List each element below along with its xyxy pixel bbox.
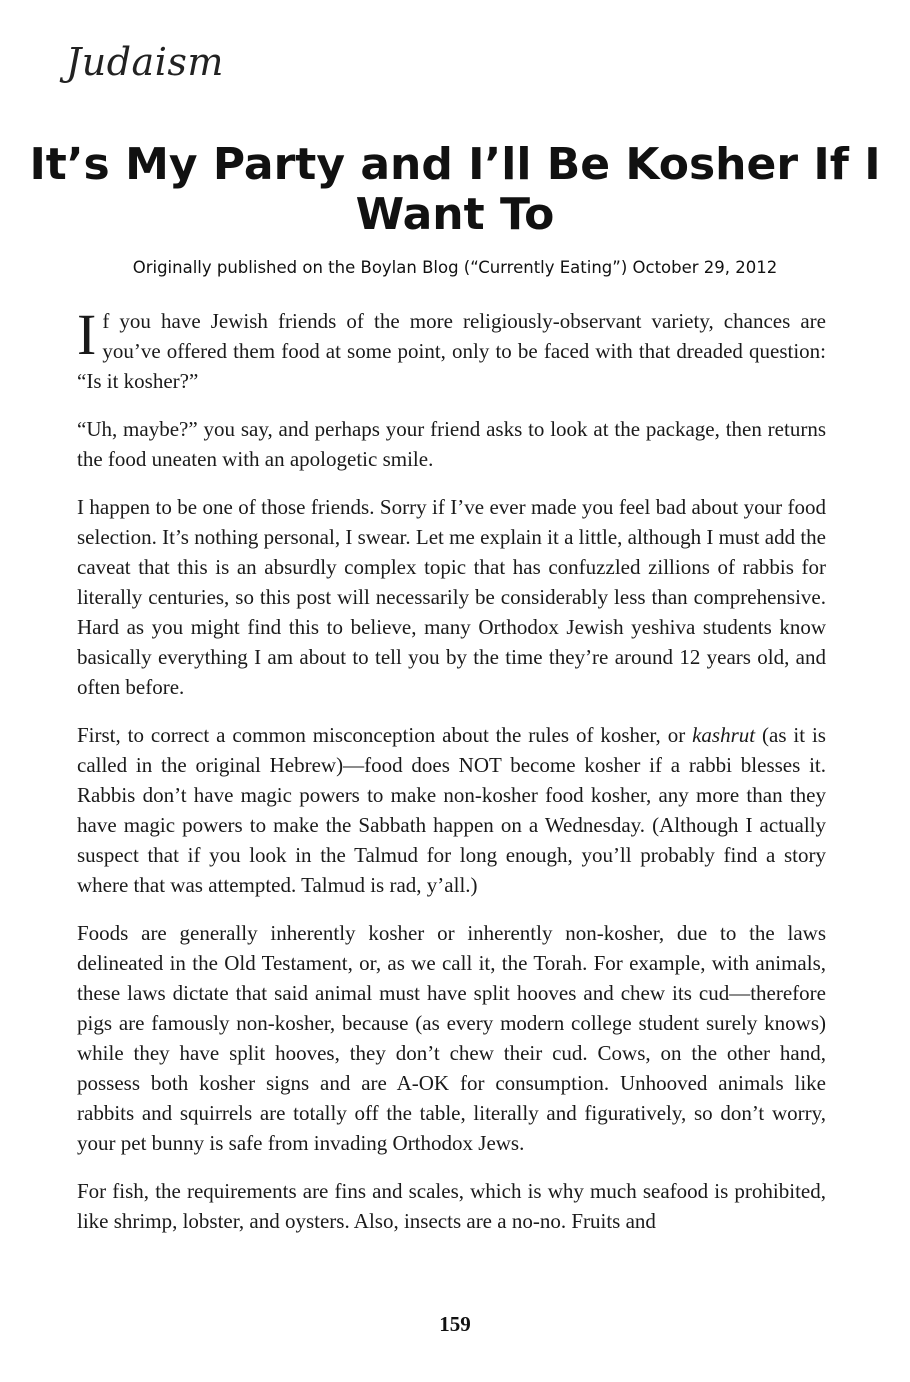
paragraph-4 — [77, 720, 826, 900]
publication-note: Originally published on the Boylan Blog (“Currently Eating”) October 29, 2012 — [132, 258, 778, 277]
body-text — [77, 302, 826, 1254]
paragraph-4-before: First, to correct a common misconception about the rules of kosher, or — [77, 723, 693, 747]
kashrut-term: kashrut — [692, 723, 756, 747]
drop-cap: I — [77, 302, 97, 367]
paragraph-6: For fish, the requirements are fins and scales, which is why much seafood is prohibited, like shrimp, lobster, and oysters. Also, insects are a no-no. Fruits and — [77, 1179, 826, 1233]
page-number: 159 — [439, 1312, 471, 1336]
chapter-title: It’s My Party and I’ll Be Kosher If I Want To — [29, 139, 881, 240]
paragraph-3: I happen to be one of those friends. Sorry if I’ve ever made you feel bad about your food selection. It’s nothing personal, I swear. Let me explain it a little, although I must add the caveat that this is an absurdly complex topic that has confuzzled zillions of rabbis for literally centuries, so this post will necessarily be considerably less than comprehensive. Hard as you might find this to believe, many Orthodox Jewish yeshiva students know basically everything I am about to tell you by the time they’re around 12 years old, and often before. — [77, 495, 826, 699]
paragraph-5: Foods are generally inherently kosher or inherently non-kosher, due to the laws delineated in the Old Testament, or, as we call it, the Torah. For example, with animals, these laws dictate that said animal must have split hooves and chew its cud—therefore pigs are famously non-kosher, because (as every modern college student surely knows) while they have split hooves, they don’t chew their cud. Cows, on the other hand, possess both kosher signs and are A-OK for consumption. Unhooved animals like rabbits and squirrels are totally off the table, literally and figuratively, so don’t worry, your pet bunny is safe from invading Orthodox Jews. — [77, 921, 826, 1155]
paragraph-4-after: (as it is called in the original Hebrew)—food does NOT become kosher if a rabbi blesses it. Rabbis don’t have magic powers to make non-kosher food kosher, any more than they have magic powers to make the Sabbath happen on a Wednesday. (Although I actually suspect that if you look in the Talmud for long enough, you’ll probably find a story where that was attempted. Talmud is rad, y’all.) — [77, 723, 826, 897]
section-label: Judaism — [66, 40, 224, 84]
paragraph-1 — [77, 302, 826, 396]
paragraph-1-text: f you have Jewish friends of the more religiously-observant variety, chances are you’ve offered them food at some point, only to be faced with that dreaded question: “Is it kosher?” — [77, 309, 826, 393]
paragraph-2: “Uh, maybe?” you say, and perhaps your friend asks to look at the package, then returns the food uneaten with an apologetic smile. — [77, 417, 826, 471]
